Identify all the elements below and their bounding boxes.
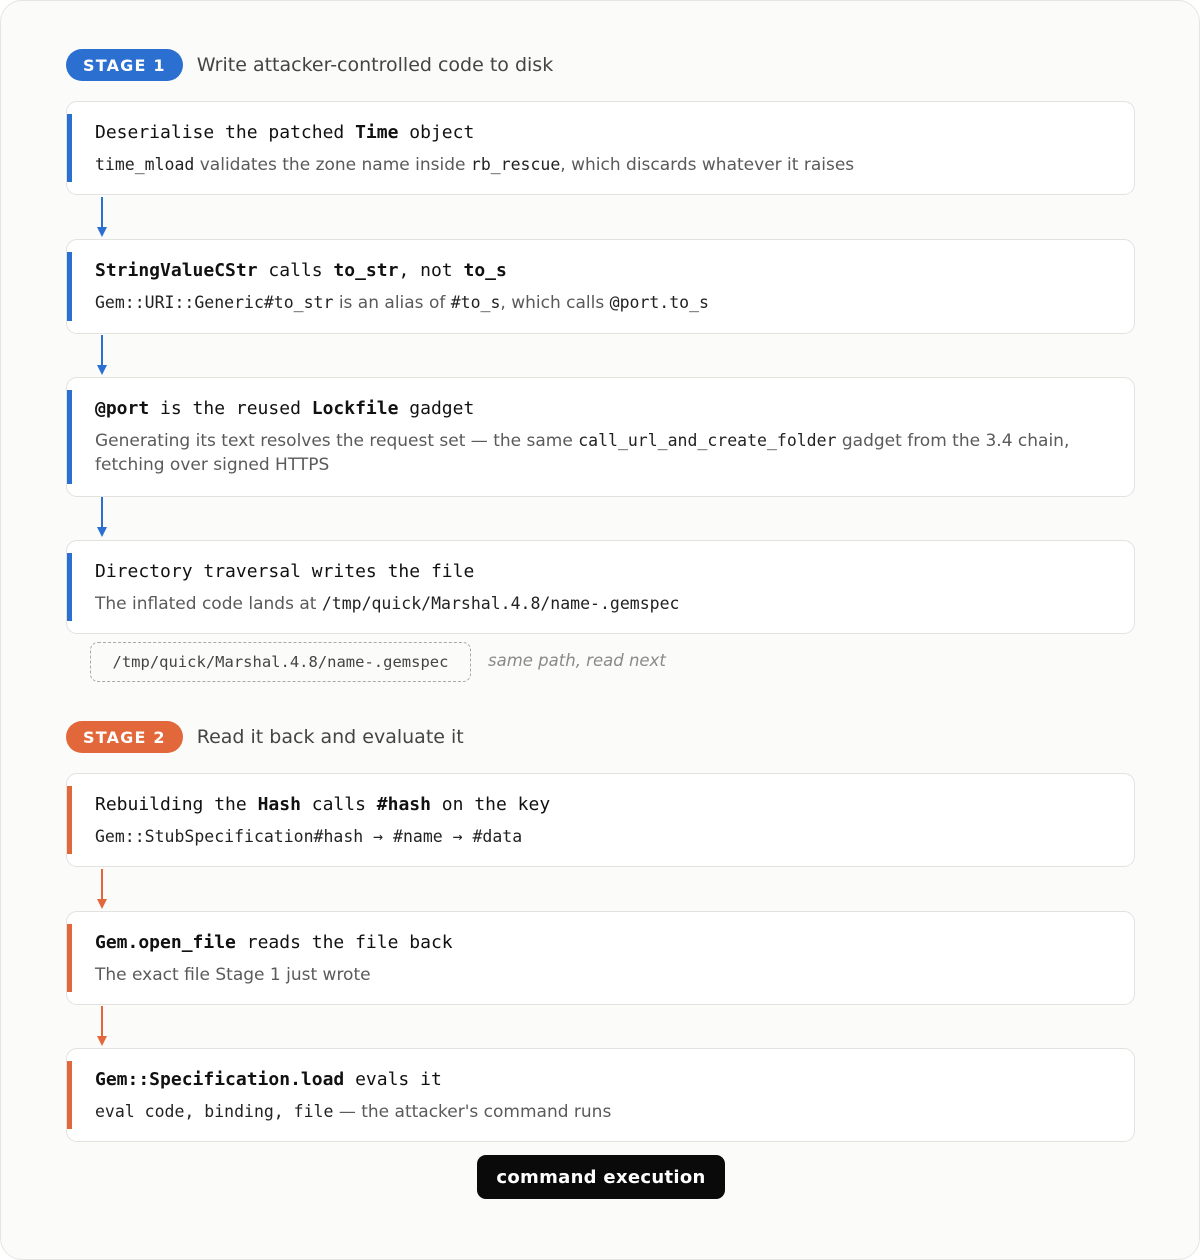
bold-fragment: to_s bbox=[463, 260, 507, 281]
accent-bar bbox=[67, 114, 72, 182]
stage-1-badge: STAGE 1 bbox=[66, 49, 183, 81]
down-arrow-icon bbox=[96, 1006, 108, 1046]
step-title bbox=[95, 122, 1104, 143]
text-fragment: Deserialise the patched bbox=[95, 122, 356, 143]
code-fragment: call_url_and_create_folder bbox=[578, 431, 837, 450]
command-execution-result: command execution bbox=[477, 1155, 725, 1199]
text-fragment: validates the zone name inside bbox=[194, 155, 471, 175]
step-description bbox=[95, 963, 1098, 987]
accent-bar bbox=[67, 1061, 72, 1129]
accent-bar bbox=[67, 390, 72, 484]
step-title bbox=[95, 1069, 1104, 1090]
text-fragment: is an alias of bbox=[333, 293, 451, 313]
text-fragment: object bbox=[398, 122, 475, 143]
down-arrow-icon bbox=[96, 497, 108, 537]
text-fragment: on the key bbox=[430, 794, 551, 815]
code-fragment: rb_rescue bbox=[470, 155, 561, 174]
bold-fragment: to_str bbox=[333, 260, 399, 281]
step-title bbox=[95, 398, 1104, 419]
step-card bbox=[66, 773, 1135, 867]
text-fragment: evals it bbox=[344, 1069, 442, 1090]
step-card bbox=[66, 540, 1135, 634]
code-fragment: /tmp/quick/Marshal.4.8/name-.gemspec bbox=[321, 594, 680, 613]
code-fragment: @port.to_s bbox=[609, 293, 709, 312]
step-title bbox=[95, 260, 1104, 281]
shared-path-note: same path, read next bbox=[488, 651, 666, 670]
bold-fragment: Gem.open_file bbox=[95, 932, 236, 953]
text-fragment: Rebuilding the bbox=[95, 794, 258, 815]
step-title bbox=[95, 932, 1104, 953]
code-fragment: Gem::URI::Generic#to_str bbox=[95, 293, 334, 312]
step-description bbox=[95, 1100, 1098, 1124]
step-description bbox=[95, 291, 1098, 315]
code-fragment: Gem::StubSpecification#hash → #name → #data bbox=[95, 827, 523, 846]
text-fragment: , which calls bbox=[500, 293, 610, 313]
code-fragment: eval code, binding, file bbox=[95, 1102, 334, 1121]
text-fragment: The exact file Stage 1 just wrote bbox=[95, 965, 371, 985]
stage-2-badge: STAGE 2 bbox=[66, 721, 183, 753]
text-fragment: calls bbox=[257, 260, 334, 281]
bold-fragment: @port bbox=[95, 398, 150, 419]
step-card bbox=[66, 911, 1135, 1005]
down-arrow-icon bbox=[96, 869, 108, 909]
bold-fragment: StringValueCStr bbox=[95, 260, 258, 281]
text-fragment: The inflated code lands at bbox=[95, 594, 322, 614]
bold-fragment: Lockfile bbox=[311, 398, 399, 419]
bold-fragment: Hash bbox=[257, 794, 301, 815]
step-card bbox=[66, 377, 1135, 497]
step-description bbox=[95, 592, 1098, 616]
text-fragment: reads the file back bbox=[235, 932, 453, 953]
accent-bar bbox=[67, 553, 72, 621]
text-fragment: gadget bbox=[398, 398, 475, 419]
bold-fragment: Gem::Specification.load bbox=[95, 1069, 345, 1090]
step-card bbox=[66, 239, 1135, 334]
text-fragment: Generating its text resolves the request set — the same bbox=[95, 431, 579, 451]
step-title bbox=[95, 794, 1104, 815]
text-fragment: is the reused bbox=[149, 398, 312, 419]
code-fragment: time_mload bbox=[95, 155, 195, 174]
text-fragment: — the attacker's command runs bbox=[333, 1102, 612, 1122]
stage-2-header bbox=[66, 721, 464, 753]
accent-bar bbox=[67, 252, 72, 321]
step-card bbox=[66, 101, 1135, 195]
down-arrow-icon bbox=[96, 335, 108, 375]
code-fragment: #to_s bbox=[450, 293, 501, 312]
stage-1-header bbox=[66, 49, 553, 81]
bold-fragment: #hash bbox=[376, 794, 431, 815]
bold-fragment: Time bbox=[355, 122, 399, 143]
text-fragment: , not bbox=[398, 260, 464, 281]
text-fragment: Directory traversal writes the file bbox=[95, 561, 475, 582]
step-title bbox=[95, 561, 1104, 582]
text-fragment: , which discards whatever it raises bbox=[560, 155, 855, 175]
accent-bar bbox=[67, 786, 72, 854]
step-description bbox=[95, 825, 1098, 849]
step-card bbox=[66, 1048, 1135, 1142]
stage-2-title: Read it back and evaluate it bbox=[196, 726, 464, 748]
step-description bbox=[95, 153, 1098, 177]
down-arrow-icon bbox=[96, 197, 108, 237]
text-fragment: calls bbox=[300, 794, 377, 815]
text-fragment: gadget from the 3.4 chain, fetching over signed HTTPS bbox=[95, 431, 1070, 475]
accent-bar bbox=[67, 924, 72, 992]
shared-path-box: /tmp/quick/Marshal.4.8/name-.gemspec bbox=[90, 642, 471, 682]
step-description bbox=[95, 429, 1098, 477]
stage-1-title: Write attacker-controlled code to disk bbox=[196, 54, 554, 76]
